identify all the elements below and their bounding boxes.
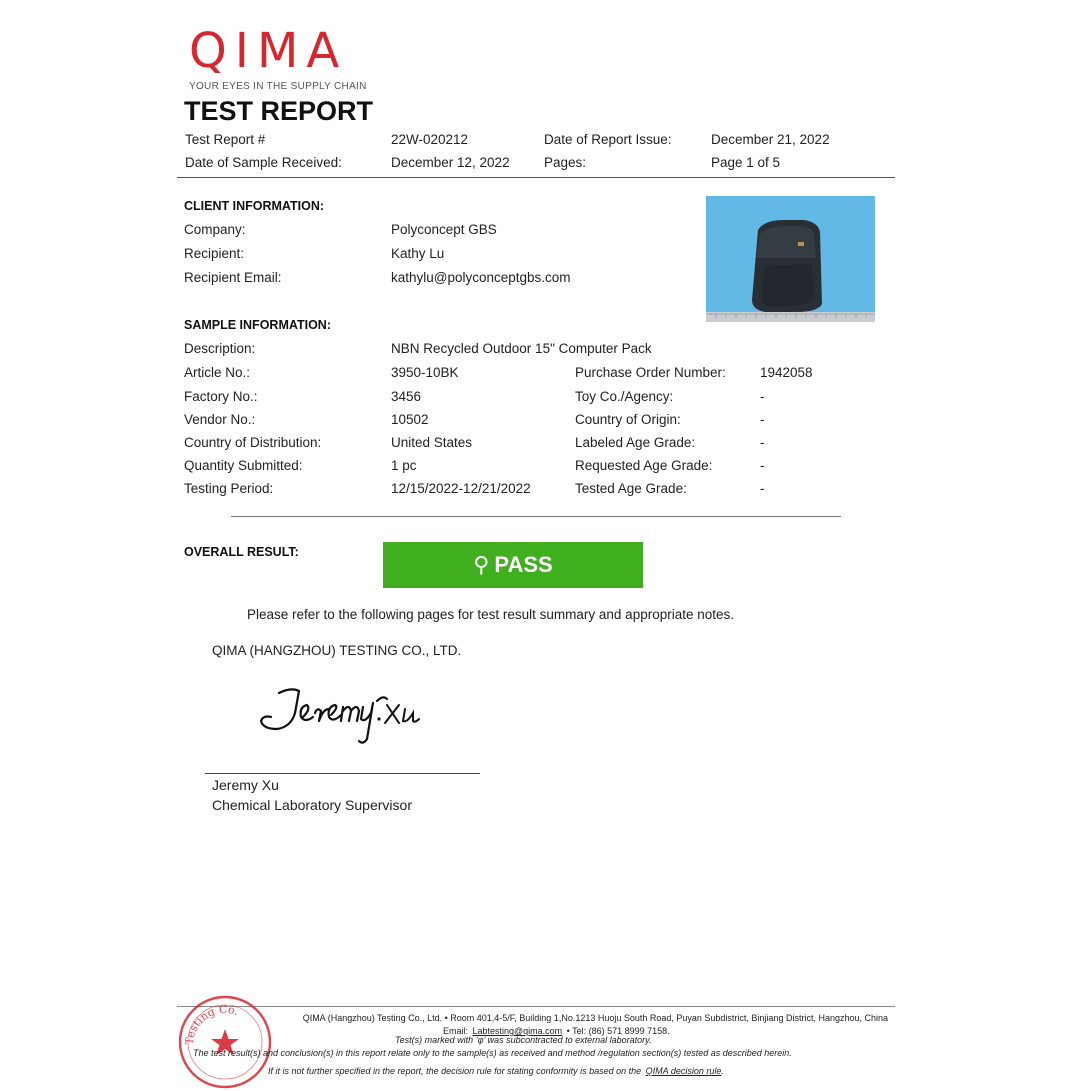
received-date-label: Date of Sample Received: [185,155,342,170]
tested-age-label: Tested Age Grade: [575,481,687,496]
email-value: kathylu@polyconceptgbs.com [391,270,571,285]
footer-divider [177,1006,895,1007]
pages-value: Page 1 of 5 [711,155,781,170]
company-value: Polyconcept GBS [391,222,497,237]
footer-note-decision-text: If it is not further specified in the report, the decision rule for stating conformity is based on the [268,1066,642,1076]
pin-icon: ⚲ [473,552,490,577]
footer-company: QIMA (Hangzhou) Testing Co., Ltd. [302,1013,443,1023]
report-number-label: Test Report # [185,132,266,147]
result-value: PASS [494,552,553,577]
company-seal-stamp [176,993,274,1091]
recipient-label: Recipient: [184,246,245,261]
labeled-age-value: - [760,435,765,450]
report-title: TEST REPORT [184,96,374,126]
vendor-no-value: 10502 [391,412,429,427]
issue-date: December 21, 2022 [711,132,830,147]
signer-name: Jeremy Xu [212,777,279,793]
tested-age-value: - [760,481,765,496]
seal-text: Testing Co. [182,1002,241,1046]
footer-note-scope: The test result(s) and conclusion(s) in this report relate only to the sample(s) as received and method /regulation section(s) tested as described herein. [193,1048,792,1058]
testing-period-label: Testing Period: [184,481,274,496]
sample-divider [231,516,841,517]
factory-no-value: 3456 [391,389,422,404]
signature-line [205,773,480,774]
article-no-value: 3950-10BK [391,365,459,380]
email-label: Recipient Email: [184,270,282,285]
origin-value: - [760,412,765,427]
footer-note-decision: If it is not further specified in the report, the decision rule for stating conformity is based on the QIMA decision rule. [268,1066,724,1076]
description-label: Description: [184,341,256,356]
vendor-no-label: Vendor No.: [184,412,256,427]
testing-period-value: 12/15/2022-12/21/2022 [391,481,531,496]
footer-address-text: Room 401,4-5/F, Building 1,No.1213 Huoju South Road, Puyan Subdistrict, Binjiang District, Hangzhou, China [450,1013,888,1023]
report-number: 22W-020212 [391,132,469,147]
footer-note-subcontract: Test(s) marked with ‘φ’ was subcontracted to external laboratory. [395,1035,652,1045]
backpack-image [706,196,875,322]
decision-rule-link[interactable]: QIMA decision rule [645,1066,722,1076]
labeled-age-label: Labeled Age Grade: [575,435,696,450]
received-date: December 12, 2022 [391,155,510,170]
signer-title: Chemical Laboratory Supervisor [212,797,412,813]
client-heading: CLIENT INFORMATION: [184,199,325,213]
quantity-value: 1 pc [391,458,417,473]
signature-image [255,683,435,749]
po-number-label: Purchase Order Number: [575,365,726,380]
distribution-value: United States [391,435,473,450]
issue-date-label: Date of Report Issue: [544,132,672,147]
footer-address: QIMA (Hangzhou) Testing Co., Ltd. • Room 401,4-5/F, Building 1,No.1213 Huoju South Road, Puyan Subdistrict, Binjiang District, Hangzhou, China [302,1013,888,1023]
footer-email-link[interactable]: Labtesting@qima.com [472,1026,563,1036]
recipient-value: Kathy Lu [391,246,445,261]
overall-result-label: OVERALL RESULT: [184,545,299,559]
qima-logo [189,23,367,92]
requested-age-value: - [760,458,765,473]
quantity-label: Quantity Submitted: [184,458,303,473]
footer-email-label: Email: [443,1026,469,1036]
toy-agency-value: - [760,389,765,404]
pages-label: Pages: [544,155,587,170]
description-value: NBN Recycled Outdoor 15" Computer Pack [391,341,652,356]
po-number-value: 1942058 [760,365,813,380]
result-note: Please refer to the following pages for test result summary and appropriate notes. [247,607,735,622]
toy-agency-label: Toy Co./Agency: [575,389,674,404]
sample-heading: SAMPLE INFORMATION: [184,318,331,332]
logo-tagline: YOUR EYES IN THE SUPPLY CHAIN [189,81,367,92]
distribution-label: Country of Distribution: [184,435,322,450]
requested-age-label: Requested Age Grade: [575,458,713,473]
footer-tel: Tel: (86) 571 8999 7158. [572,1026,670,1036]
article-no-label: Article No.: [184,365,251,380]
sample-photo [706,196,875,322]
factory-no-label: Factory No.: [184,389,258,404]
logo-wordmark: QIMA [189,23,348,79]
header-divider [177,177,895,178]
company-label: Company: [184,222,246,237]
pass-badge [383,542,643,588]
footer-contact: Email: Labtesting@qima.com • Tel: (86) 571 8999 7158. [443,1026,670,1036]
lab-company: QIMA (HANGZHOU) TESTING CO., LTD. [212,643,462,658]
origin-label: Country of Origin: [575,412,681,427]
